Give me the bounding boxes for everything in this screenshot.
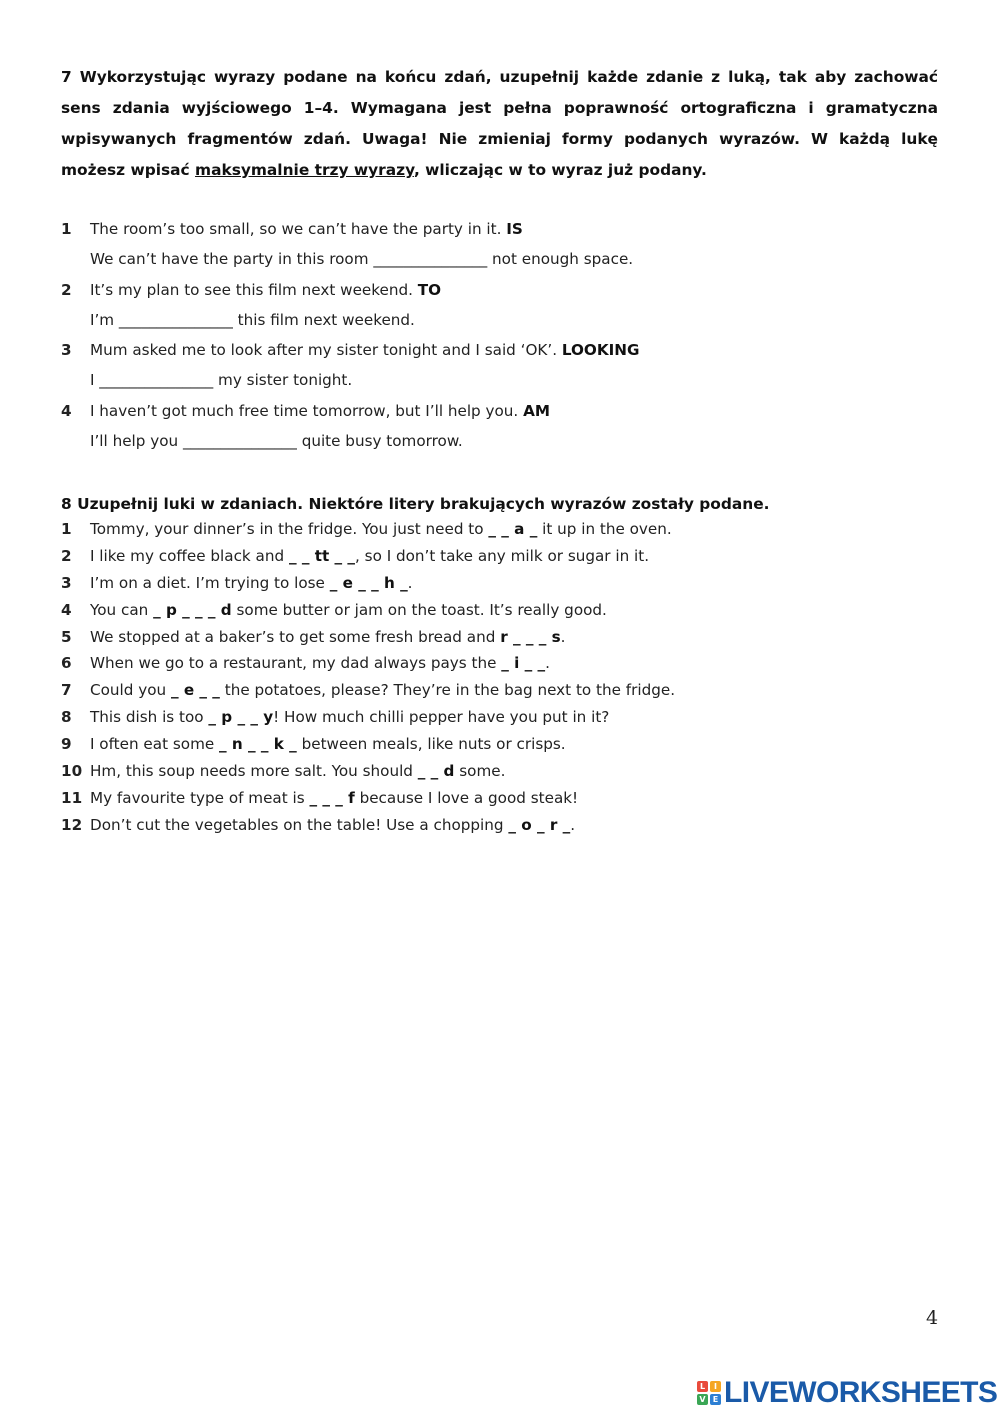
ex8-item (61, 516, 941, 543)
item-number: 3 (61, 573, 72, 592)
ex8-item (61, 731, 941, 758)
ex8-item (61, 597, 941, 624)
item-number: 4 (61, 401, 72, 420)
item-gap: _ n _ _ k _ (219, 735, 297, 754)
item-number: 4 (61, 600, 72, 619)
ex8-item (61, 543, 941, 570)
ex7-answer-line: We can’t have the party in this room _______________ not enough space. (90, 250, 634, 269)
liveworksheets-logo-icon (697, 1381, 721, 1405)
liveworksheets-logo (697, 1377, 997, 1409)
item-number: 9 (61, 735, 72, 754)
item-text-before: Hm, this soup needs more salt. You should (90, 762, 418, 781)
item-text-after: , so I don’t take any milk or sugar in it. (355, 546, 650, 565)
instruction-underlined: maksymalnie trzy wyrazy (195, 161, 414, 179)
instruction-text: 7 Wykorzystując wyrazy podane na końcu zdań, uzupełnij każde zdanie z luką, tak aby zachować sens zdania wyjściowego 1–4. Wymagana jest pełna poprawność ortograficzna i gramatyczna wpisywanych fragmentów zdań. Uwaga! Nie zmieniaj formy podanych wyrazów. W każdą lukę możesz wpisać (61, 68, 938, 179)
item-text-before: This dish is too (90, 708, 209, 727)
item-text-after: . (545, 654, 550, 673)
item-text-after: some. (454, 762, 506, 781)
item-sentence: It’s my plan to see this film next weekend. (90, 280, 413, 299)
item-number: 2 (61, 546, 72, 565)
item-text-before: Could you (90, 681, 171, 700)
item-gap: _ p _ _ _ d (153, 600, 232, 619)
item-gap: _ p _ _ y (208, 708, 274, 727)
ex7-item (61, 396, 941, 426)
item-text-before: We stopped at a baker’s to get some fresh bread and (90, 627, 501, 646)
item-keyword: AM (523, 401, 550, 420)
ex8-item (61, 677, 941, 704)
ex7-item (61, 214, 941, 244)
page-number: 4 (926, 1307, 939, 1329)
item-sentence: I haven’t got much free time tomorrow, but I’ll help you. (90, 401, 519, 420)
item-text-before: My favourite type of meat is (90, 788, 310, 807)
item-text-before: Tommy, your dinner’s in the fridge. You just need to (90, 520, 489, 538)
ex7-answer-line: I _______________ my sister tonight. (90, 371, 353, 390)
item-gap: _ o _ r _ (508, 815, 571, 834)
item-number: 1 (61, 520, 72, 538)
exercise-7-list (61, 214, 941, 456)
item-number: 3 (61, 341, 72, 360)
item-text-before: When we go to a restaurant, my dad always pays the (90, 654, 502, 673)
item-sentence: The room’s too small, so we can’t have the party in it. (90, 220, 502, 238)
item-sentence: Mum asked me to look after my sister tonight and I said ‘OK’. (90, 341, 558, 360)
ex8-item (61, 785, 941, 812)
item-number: 10 (61, 762, 83, 781)
ex7-answer-line: I’m _______________ this film next weekend. (90, 310, 415, 329)
logo-icon-tile: L (697, 1381, 708, 1392)
item-number: 6 (61, 654, 72, 673)
liveworksheets-logo-text: LIVEWORKSHEETS (724, 1376, 998, 1409)
item-text-after: it up in the oven. (537, 520, 672, 538)
exercise-7-instruction (61, 62, 938, 186)
ex7-item (61, 275, 941, 305)
item-number: 5 (61, 627, 72, 646)
item-keyword: LOOKING (561, 341, 640, 360)
item-gap: _ e _ _ h _ (329, 573, 408, 592)
item-text-after: because I love a good steak! (354, 788, 579, 807)
instruction-end: , wliczając w to wyraz już podany. (413, 161, 707, 179)
item-text-before: You can (90, 600, 154, 619)
item-gap: _ e _ _ (170, 681, 220, 700)
logo-icon-tile: E (710, 1394, 721, 1405)
item-number: 7 (61, 681, 72, 700)
item-text-after: ! How much chilli pepper have you put in it? (273, 708, 610, 727)
item-number: 2 (61, 280, 72, 299)
ex7-answer-line: I’ll help you _______________ quite busy tomorrow. (90, 432, 463, 451)
ex7-item (61, 335, 941, 365)
item-text-before: I’m on a diet. I’m trying to lose (90, 573, 330, 592)
item-text-before: I like my coffee black and (90, 546, 289, 565)
ex8-item (61, 812, 941, 839)
item-text-before: Don’t cut the vegetables on the table! Use a chopping (90, 815, 509, 834)
item-gap: _ i _ _ (501, 654, 546, 673)
logo-icon-tile: V (697, 1394, 708, 1405)
logo-icon-tile: I (710, 1381, 721, 1392)
ex8-item (61, 570, 941, 597)
item-text-after: . (407, 573, 413, 592)
exercise-8-list (61, 516, 941, 839)
item-text-after: . (560, 627, 566, 646)
item-gap: _ _ d (417, 762, 455, 781)
item-gap: r _ _ _ s (500, 627, 561, 646)
ex8-item (61, 758, 941, 785)
exercise-8-heading: 8 Uzupełnij luki w zdaniach. Niektóre litery brakujących wyrazów zostały podane. (61, 495, 770, 513)
item-text-after: between meals, like nuts or crisps. (296, 735, 566, 754)
item-number: 1 (61, 220, 72, 238)
ex8-item (61, 704, 941, 731)
item-gap: _ _ a _ (488, 520, 538, 538)
item-number: 8 (61, 708, 72, 727)
item-keyword: TO (417, 280, 442, 299)
item-number: 11 (61, 788, 83, 807)
item-number: 12 (61, 815, 83, 834)
item-gap: _ _ tt _ _ (288, 546, 355, 565)
ex8-item (61, 650, 941, 677)
item-text-before: I often eat some (90, 735, 220, 754)
item-text-after: . (570, 815, 576, 834)
item-text-after: some butter or jam on the toast. It’s really good. (231, 600, 607, 619)
item-gap: _ _ _ f (309, 788, 355, 807)
item-text-after: the potatoes, please? They’re in the bag next to the fridge. (219, 681, 676, 700)
ex8-item (61, 624, 941, 651)
item-keyword: IS (506, 220, 523, 238)
